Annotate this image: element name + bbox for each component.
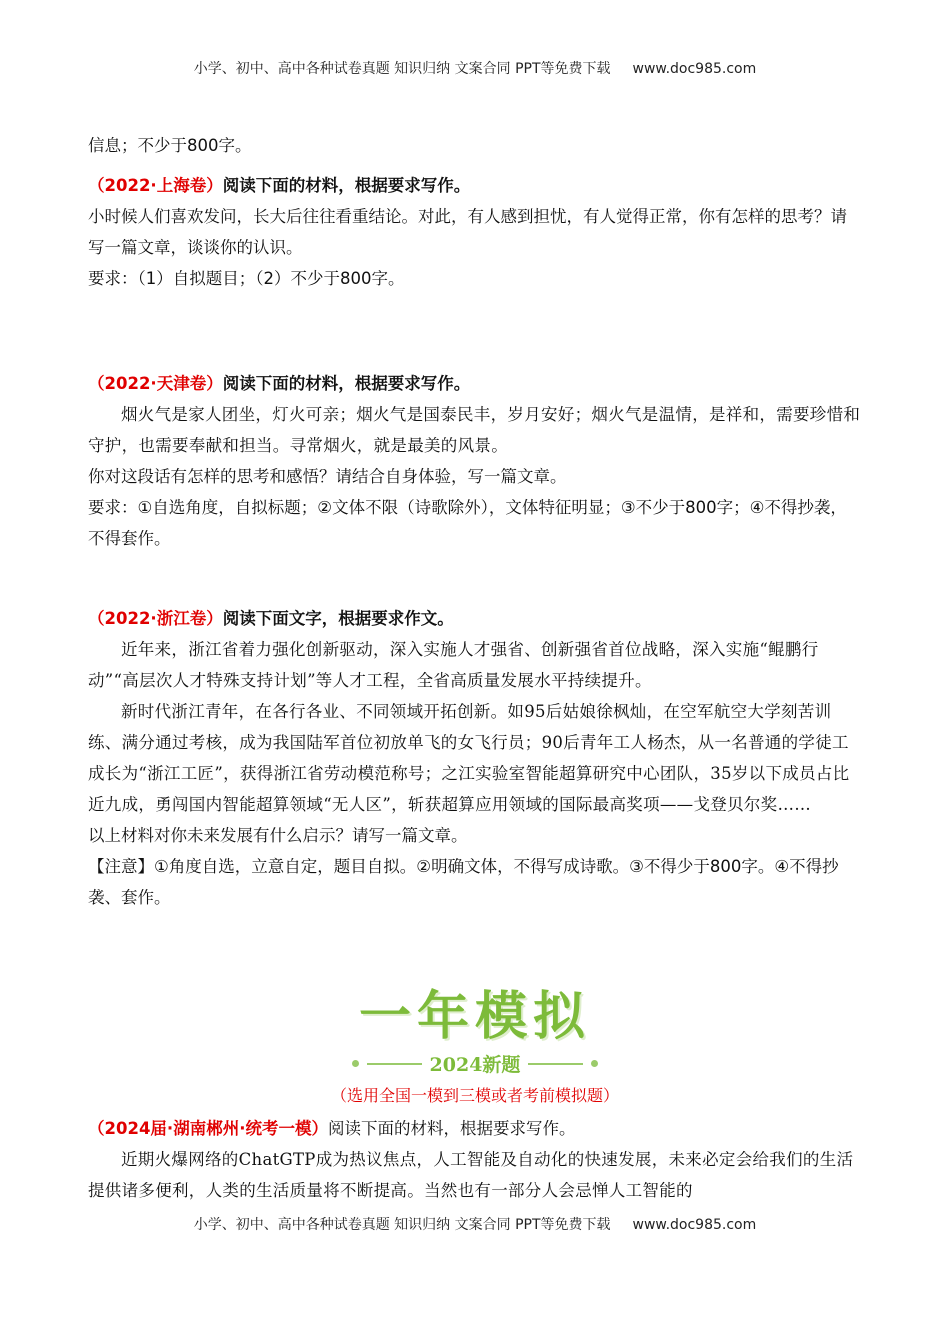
left-dot-icon <box>352 1060 359 1067</box>
section-paragraph: 近期火爆网络的ChatGTP成为热议焦点，人工智能及自动化的快速发展，未来必定会给我们的生活提供诸多便利，人类的生活质量将不断提高。当然也有一部分人会忌惮人工智能的 <box>88 1150 854 1200</box>
section-paragraph: 新时代浙江青年，在各行各业、不同领域开拓创新。如95后姑娘徐枫灿，在空军航空大学刻苦训练、满分通过考核，成为我国陆军首位初放单飞的女飞行员；90后青年工人杨杰，从一名普通的学徒工成长为“浙江工匠”，获得浙江省劳动模范称号；之江实验室智能超算研究中心团队，35岁以下成员占比近九成，勇闯国内智能超算领域“无人区”，斩获超算应用领域的国际最高奖项——戈登贝尔奖…… <box>88 702 850 814</box>
top-line-block <box>88 130 863 161</box>
section-prompt: 阅读下面的材料，根据要求写作。 <box>327 1119 576 1138</box>
section-tag: （2024届·湖南郴州·统考一模） <box>88 1119 328 1138</box>
page-header <box>0 58 950 78</box>
section-paragraph: 烟火气是家人团坐，灯火可亲；烟火气是国泰民丰，岁月安好；烟火气是温情，是祥和，需要珍惜和守护，也需要奉献和担当。寻常烟火，就是最美的风景。 <box>88 405 861 455</box>
section-paragraph: 【注意】①角度自选，立意自定，题目自拟。②明确文体，不得写成诗歌。③不得少于800字。④不得抄袭、套作。 <box>88 857 839 907</box>
section-paragraph: 要求：①自选角度，自拟标题；②文体不限（诗歌除外），文体特征明显；③不少于800字；④不得抄袭，不得套作。 <box>88 498 847 548</box>
section-heading <box>88 170 863 201</box>
top-line: 信息；不少于800字。 <box>88 136 252 155</box>
banner-subtitle: 2024新题 <box>429 1054 521 1076</box>
right-rule <box>528 1063 583 1065</box>
page-footer <box>0 1214 950 1234</box>
section-heading <box>88 368 863 399</box>
section-paragraph: 要求：（1）自拟题目；（2）不少于800字。 <box>88 269 405 288</box>
section-tag: （2022·上海卷） <box>88 176 223 195</box>
right-dot-icon <box>591 1060 598 1067</box>
section-tag: （2022·天津卷） <box>88 374 223 393</box>
section-zhejiang <box>88 603 863 913</box>
banner-title: 一年模拟 <box>358 987 591 1047</box>
footer-text: 小学、初中、高中各种试卷真题 知识归纳 文案合同 PPT等免费下载 <box>193 1217 611 1233</box>
footer-site: www.doc985.com <box>632 1217 757 1233</box>
section-tianjin <box>88 368 863 554</box>
section-prompt: 阅读下面的材料，根据要求写作。 <box>222 176 471 195</box>
section-paragraph: 你对这段话有怎样的思考和感悟？请结合自身体验，写一篇文章。 <box>88 467 567 486</box>
left-rule <box>367 1063 422 1065</box>
header-site: www.doc985.com <box>632 61 757 77</box>
section-heading <box>88 1113 863 1144</box>
header-text: 小学、初中、高中各种试卷真题 知识归纳 文案合同 PPT等免费下载 <box>193 61 611 77</box>
section-tag: （2022·浙江卷） <box>88 609 223 628</box>
banner-note: （选用全国一模到三模或者考前模拟题） <box>330 1086 619 1105</box>
section-paragraph: 小时候人们喜欢发问，长大后往往看重结论。对此，有人感到担忧，有人觉得正常，你有怎样的思考？请写一篇文章，谈谈你的认识。 <box>88 207 847 257</box>
section-paragraph: 以上材料对你未来发展有什么启示？请写一篇文章。 <box>88 826 468 845</box>
section-prompt: 阅读下面文字，根据要求作文。 <box>222 609 454 628</box>
section-shanghai <box>88 170 863 294</box>
section-prompt: 阅读下面的材料，根据要求写作。 <box>222 374 471 393</box>
banner-subtitle-row <box>0 1050 950 1076</box>
section-paragraph: 近年来，浙江省着力强化创新驱动，深入实施人才强省、创新强省首位战略，深入实施“鲲鹏行动”“高层次人才特殊支持计划”等人才工程，全省高质量发展水平持续提升。 <box>88 640 819 690</box>
section-heading <box>88 603 863 634</box>
section-hunan <box>88 1113 863 1206</box>
